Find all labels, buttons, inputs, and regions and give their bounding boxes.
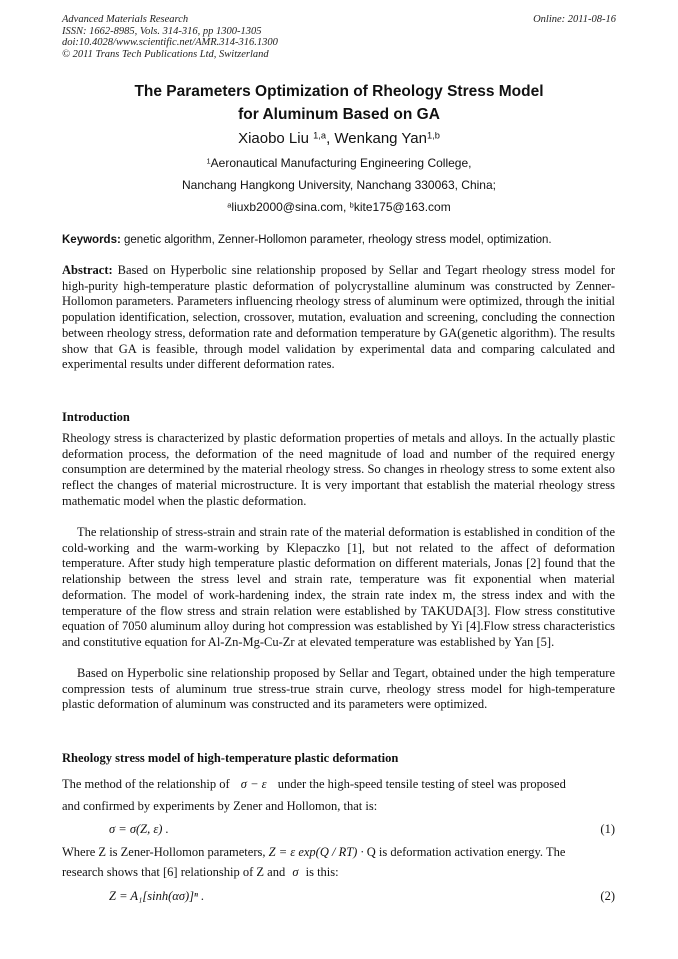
text-run: Q is deformation activation energy. The: [363, 845, 566, 859]
text-run: under the high-speed tensile testing of steel was proposed: [274, 777, 566, 791]
paper-title-line-2: for Aluminum Based on GA: [238, 106, 440, 123]
equation-2-number: (2): [600, 889, 615, 903]
equation-1-number: (1): [600, 822, 615, 836]
paper-title-line-1: The Parameters Optimization of Rheology Stress Model: [134, 83, 544, 100]
section-2-paragraph-2a: [62, 843, 615, 861]
intro-paragraph-3: Based on Hyperbolic sine relationship proposed by Sellar and Tegart, obtained under the high temperature compression tests of aluminum true stress-true strain curve, rheology stress model for high-temperature plastic deformation of aluminum was constructed and its parameters were optimized.: [62, 666, 615, 712]
email-a-marker: a: [227, 200, 232, 210]
text-run: Where Z is Zener-Hollomon parameters,: [62, 845, 269, 859]
section-2-paragraph-2b: [62, 863, 615, 881]
journal-issn: ISSN: 1662-8985, Vols. 314-316, pp 1300-1305: [62, 25, 262, 37]
equation-2: Z = A₁[sinh(ασ)]ⁿ .: [109, 889, 205, 903]
affiliation-line-1: [62, 152, 616, 174]
affiliation-emails: [62, 196, 616, 218]
author-2: Wenkang Yan: [334, 130, 427, 147]
online-date: Online: 2011-08-16: [533, 14, 616, 25]
author-separator: ,: [326, 130, 335, 147]
journal-doi: doi:10.4028/www.scientific.net/AMR.314-316.1300: [62, 37, 278, 48]
affiliation-line-2: Nanchang Hangkong University, Nanchang 330063, China;: [182, 178, 496, 192]
email-a: liuxb2000@sina.com,: [231, 200, 350, 214]
introduction-heading: Introduction: [62, 410, 130, 424]
affiliation-college: Aeronautical Manufacturing Engineering College,: [210, 156, 472, 170]
intro-paragraph-1: Rheology stress is characterized by plastic deformation properties of metals and alloys. In the actually plastic deformation process, the deformation of the need magnitude of load and number of the required energy consumption are determined by the material rheology stress. So changes in rheology stress to some extent also reflect the changes of material microstructure. It is very important that establish the material rheology stress mathematic model when the plastic deformation.: [62, 431, 615, 508]
section-2-paragraph-1a: [62, 775, 615, 793]
author-1: Xiaobo Liu: [238, 130, 309, 147]
text-run: is this:: [302, 865, 339, 879]
journal-copyright: © 2011 Trans Tech Publications Ltd, Switzerland: [62, 48, 269, 60]
text-run: The method of the relationship of: [62, 777, 233, 791]
affiliation-marker: 1: [206, 156, 211, 166]
z-formula: Z = ε exp(Q / RT) ·: [268, 845, 364, 859]
abstract-text: Based on Hyperbolic sine relationship proposed by Sellar and Tegart rheology stress model for high-purity high-temperature plastic deformation of polycrystalline aluminum was constructed by Zenner-Hollomon parameters. Parameters influencing rheology stress of aluminum were optimized, through the initial population identification, selection, crossover, mutation, evaluation and screening, concluding the connection between rheology stress, deformation rate and deformation temperature by GA(genetic algorithm). The results show that GA is feasible, through model validation by experimental data and comparing calculated and experimental results under different deformation rates.: [62, 263, 615, 372]
abstract-label: Abstract:: [62, 263, 113, 277]
email-b-marker: b: [349, 200, 354, 210]
author-2-affil: 1,b: [427, 130, 440, 141]
sigma-symbol: σ: [292, 865, 299, 879]
section-2-paragraph-1b: and confirmed by experiments by Zener and Hollomon, that is:: [62, 799, 378, 813]
keywords-text: genetic algorithm, Zenner-Hollomon parameter, rheology stress model, optimization.: [120, 234, 552, 246]
author-list: [62, 129, 616, 149]
email-b: kite175@163.com: [353, 200, 451, 214]
abstract: [62, 263, 615, 373]
author-1-affil: 1,a: [313, 130, 327, 141]
journal-name: Advanced Materials Research: [62, 14, 189, 25]
keywords: [62, 233, 616, 248]
keywords-label: Keywords:: [62, 234, 121, 246]
section-2-heading: Rheology stress model of high-temperature plastic deformation: [62, 751, 399, 765]
text-run: research shows that [6] relationship of Z and: [62, 865, 289, 879]
equation-1: σ = σ(Z, ε) .: [109, 822, 169, 836]
journal-header: [62, 14, 616, 60]
intro-paragraph-2: The relationship of stress-strain and strain rate of the material deformation is established in condition of the cold-working and the warm-working by Klepaczko [1], but not related to the affect of deformation temperature. After study high temperature plastic deformation on different materials, Jonas [2] found that the relationship between the stress level and strain rate, temperature was fit exponential when material deformation. The model of work-hardening index, the strain rate index m, the stress index and with the temperature of the flow stress and strain relation were established by TAKUDA[3]. Flow stress constitutive equation of 7050 aluminum alloy during hot compression was established by Yi [4].Flow stress characteristics and constitutive equation for Al-Zn-Mg-Cu-Zr at elevated temperature was established by Yan [5].: [62, 525, 615, 649]
sigma-epsilon-symbol: σ − ε: [240, 777, 267, 791]
